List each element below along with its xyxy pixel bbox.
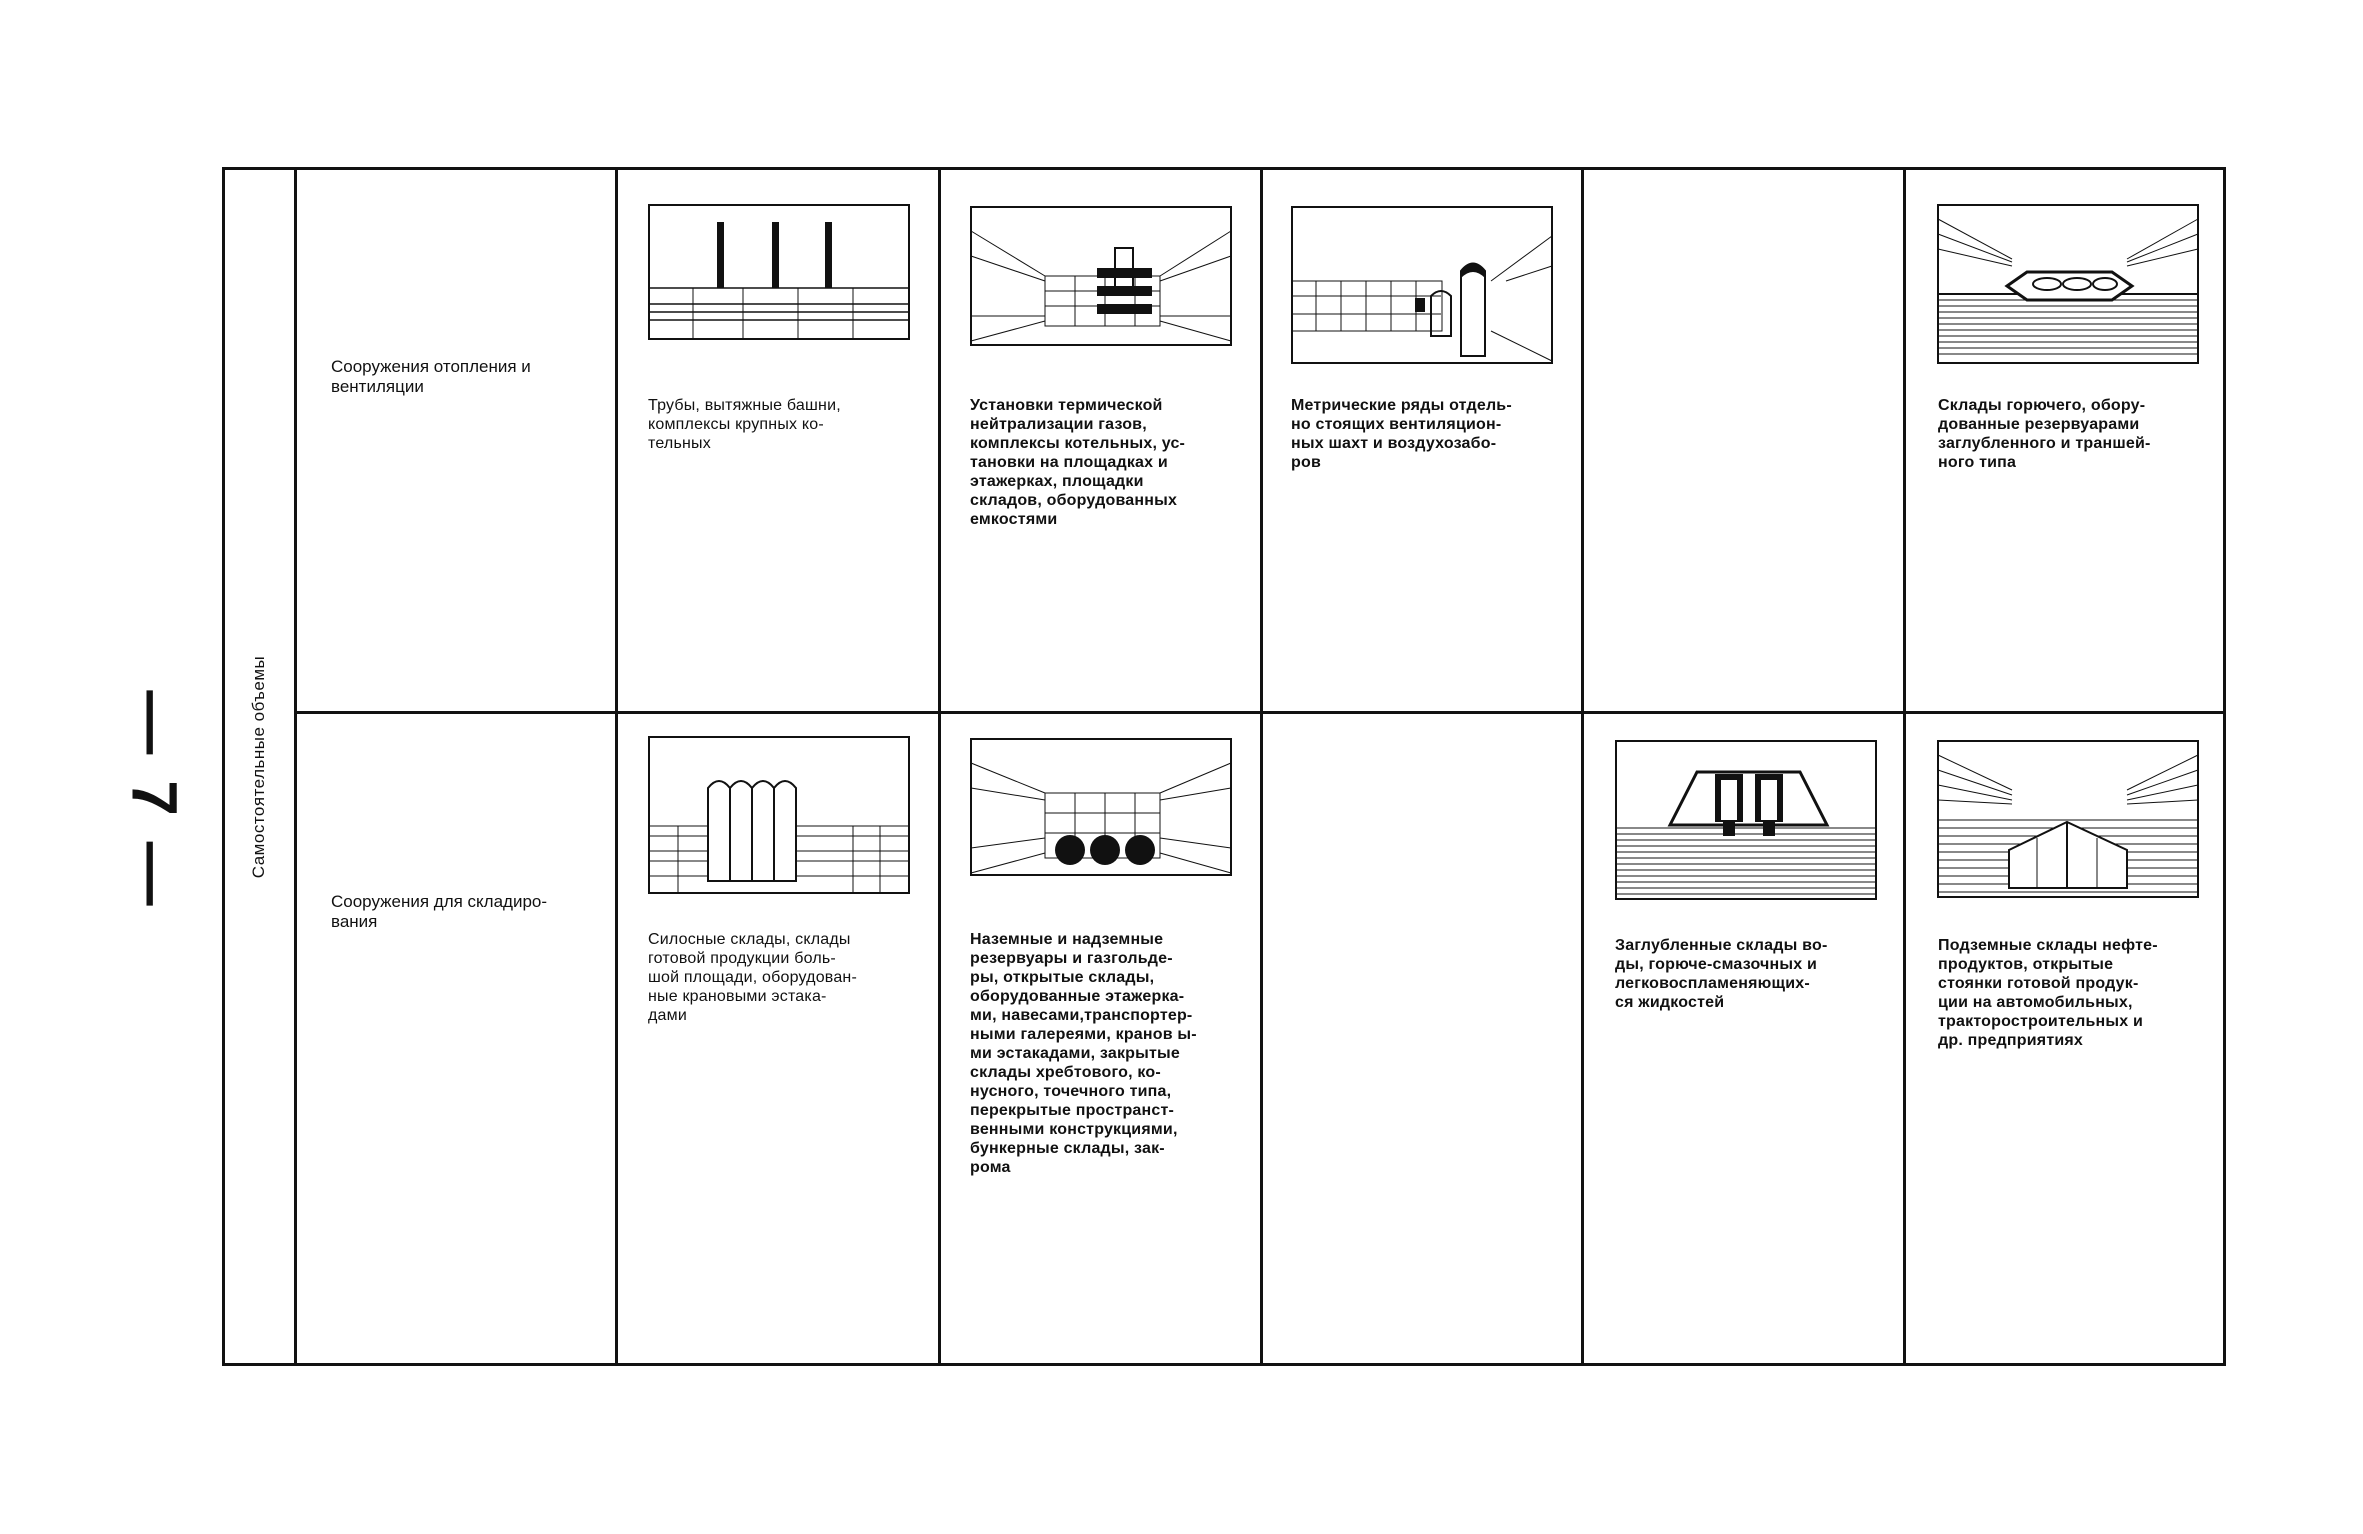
classification-table bbox=[222, 167, 2226, 1366]
cell-underground-text: Подземные склады нефте- продуктов, открытые стоянки готовой продук- ции на автомобильных, тракторостроительных и др. предприятиях bbox=[1938, 937, 2158, 1049]
ventilation-shafts-illustration bbox=[1291, 206, 1553, 364]
cell-chimneys-text: Трубы, вытяжные башни, комплексы крупных ко- тельных bbox=[648, 397, 841, 452]
cell-buried-text: Заглубленные склады во- ды, горюче-смазочных и легковоспламеняющих- ся жидкостей bbox=[1615, 937, 1828, 1011]
chimneys-illustration bbox=[648, 204, 910, 340]
column-divider bbox=[615, 170, 618, 1363]
row-title-heating: Сооружения отопления и вентиляции bbox=[331, 357, 531, 396]
row-divider bbox=[294, 711, 2223, 714]
buried-tanks-illustration bbox=[1615, 740, 1877, 900]
cell-tanks-text: Наземные и надземные резервуары и газгольде- ры, открытые склады, оборудованные этажерка- ми, навесами,транспортер- ными галереями, кранов ы- ми эстакадами, закрытые склады хребтового, ко- нусного, точечного типа, перекрытые пространст- венными конструкциями, бункерные склады, зак- рома bbox=[970, 931, 1197, 1176]
thermal-plant-illustration bbox=[970, 206, 1232, 346]
column-divider bbox=[1260, 170, 1263, 1363]
column-divider bbox=[294, 170, 297, 1363]
column-divider bbox=[938, 170, 941, 1363]
silo-storage-illustration bbox=[648, 736, 910, 894]
underground-oil-depot-illustration bbox=[1937, 740, 2199, 898]
row-title-storage: Сооружения для складиро- вания bbox=[331, 892, 548, 931]
column-divider bbox=[1581, 170, 1584, 1363]
page-number: — 7 — bbox=[119, 690, 191, 910]
fuel-depot-trench-illustration bbox=[1937, 204, 2199, 364]
tanks-gasholders-illustration bbox=[970, 738, 1232, 876]
column-divider bbox=[1903, 170, 1906, 1363]
cell-thermal-text: Установки термической нейтрализации газов, комплексы котельных, ус- тановки на площадках и этажерках, площадки складов, оборудованных емкостями bbox=[970, 397, 1186, 528]
cell-silo-text: Силосные склады, склады готовой продукции боль- шой площади, оборудован- ные крановыми эстака- дами bbox=[648, 931, 857, 1024]
cell-fuel-trench-text: Склады горючего, обору- дованные резервуарами заглубленного и траншей- ного типа bbox=[1938, 397, 2151, 471]
category-label: Самостоятельные объемы bbox=[249, 655, 269, 878]
cell-ventilation-text: Метрические ряды отдель- но стоящих вентиляцион- ных шахт и воздухозабо- ров bbox=[1291, 397, 1512, 471]
